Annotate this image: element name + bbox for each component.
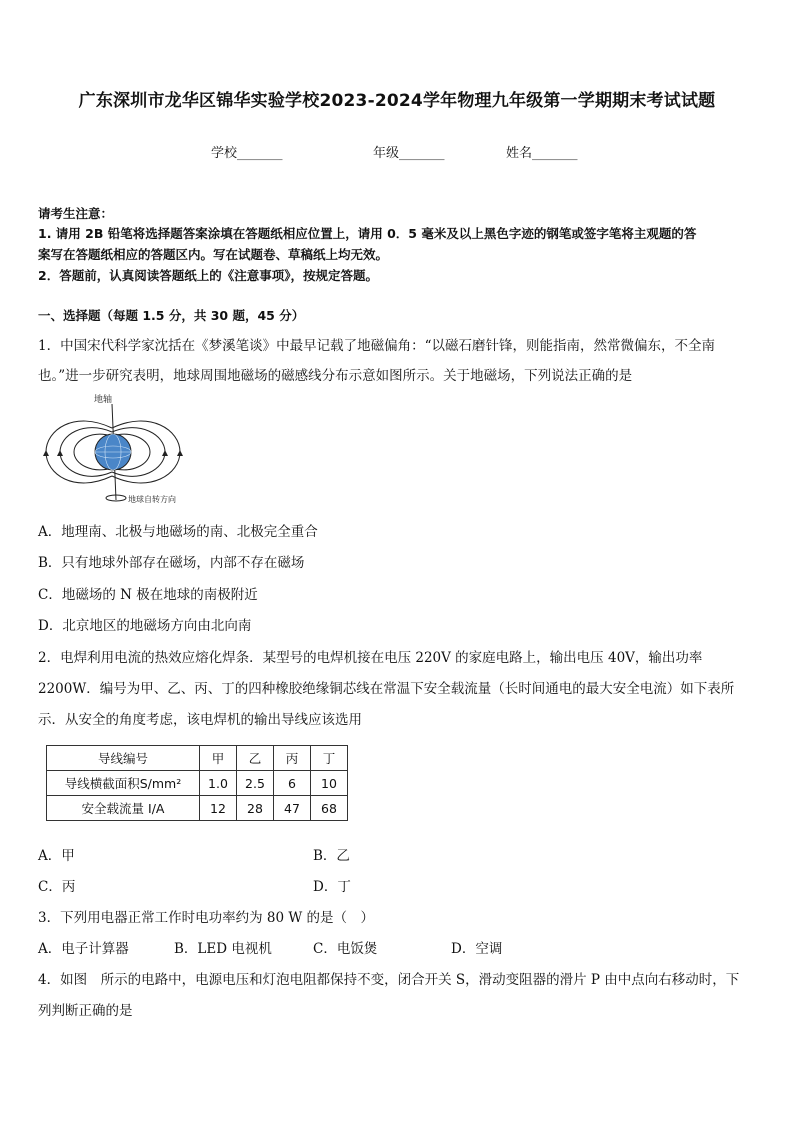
q2-option-d[interactable]: D．丁 [313,879,351,895]
q1-option-c[interactable]: C．地磁场的 N 极在地球的南极附近 [38,587,258,603]
table-header-cell: 甲 [200,746,237,771]
q2-line-3: 示．从安全的角度考虑，该电焊机的输出导线应该选用 [38,712,362,728]
q2-line-1: 2．电焊利用电流的热效应熔化焊条．某型号的电焊机接在电压 220V 的家庭电路上，输出电压 40V，输出功率 [38,650,703,666]
grade-field: 年级_______ [373,146,445,161]
school-field: 学校_______ [211,146,283,161]
table-header-cell: 导线编号 [47,746,200,771]
earth-magnetic-field-figure [40,390,190,510]
q1-line-2: 也。”进一步研究表明，地球周围地磁场的磁感线分布示意如图所示。关于地磁场，下列说法正确的是 [38,368,633,384]
earth-rotation-label: 地球自转方向 [128,495,176,504]
q3-option-a[interactable]: A．电子计算器 [38,941,129,957]
table-header-row [47,746,348,771]
q2-option-a[interactable]: A．甲 [38,848,75,864]
table-cell: 导线横截面积S/mm² [47,771,200,796]
name-field: 姓名_______ [506,146,578,161]
notice-item-1-line-1: 1. 请用 2B 铅笔将选择题答案涂填在答题纸相应位置上，请用 0．5 毫米及以上黑色字迹的钢笔或签字笔将主观题的答 [38,226,697,241]
q1-option-b[interactable]: B．只有地球外部存在磁场，内部不存在磁场 [38,555,305,571]
q1-option-a[interactable]: A．地理南、北极与地磁场的南、北极完全重合 [38,524,318,540]
table-cell: 12 [200,796,237,821]
notice-item-2: 2．答题前，认真阅读答题纸上的《注意事项》，按规定答题。 [38,268,378,283]
table-cell: 安全载流量 I/A [47,796,200,821]
table-cell: 47 [274,796,311,821]
notice-heading: 请考生注意： [38,206,114,221]
exam-title: 广东深圳市龙华区锦华实验学校2023-2024学年物理九年级第一学期期末考试试题 [78,91,716,111]
q3-option-c[interactable]: C．电饭煲 [313,941,378,957]
q1-line-1: 1．中国宋代科学家沈括在《梦溪笔谈》中最早记载了地磁偏角：“以磁石磨针锋，则能指南，然常微偏东，不全南 [38,338,715,354]
table-cell: 2.5 [237,771,274,796]
notice-item-1-line-2: 案写在答题纸相应的答题区内。写在试题卷、草稿纸上均无效。 [38,247,389,262]
table-row [47,771,348,796]
earth-axis-label: 地轴 [94,395,113,405]
table-cell: 1.0 [200,771,237,796]
q3-option-d[interactable]: D．空调 [451,941,503,957]
table-header-cell: 乙 [237,746,274,771]
table-header-cell: 丙 [274,746,311,771]
table-cell: 68 [311,796,348,821]
q2-option-c[interactable]: C．丙 [38,879,76,895]
q2-line-2: 2200W．编号为甲、乙、丙、丁的四种橡胶绝缘铜芯线在常温下安全载流量（长时间通电的最大安全电流）如下表所 [38,681,735,697]
q2-option-b[interactable]: B．乙 [313,848,350,864]
q4-line-1: 4．如图 所示的电路中，电源电压和灯泡电阻都保持不变，闭合开关 S，滑动变阻器的滑片 P 由中点向右移动时，下 [38,972,740,988]
section-heading: 一、选择题（每题 1.5 分，共 30 题，45 分） [38,308,305,323]
table-row [47,796,348,821]
q1-option-d[interactable]: D．北京地区的地磁场方向由北向南 [38,618,252,634]
table-header-cell: 丁 [311,746,348,771]
table-cell: 28 [237,796,274,821]
q3-option-b[interactable]: B．LED 电视机 [174,941,272,957]
q3-line-1: 3．下列用电器正常工作时电功率约为 80 W 的是（ ） [38,910,375,926]
table-cell: 10 [311,771,348,796]
wire-table [46,745,348,821]
table-cell: 6 [274,771,311,796]
q4-line-2: 列判断正确的是 [38,1003,133,1019]
